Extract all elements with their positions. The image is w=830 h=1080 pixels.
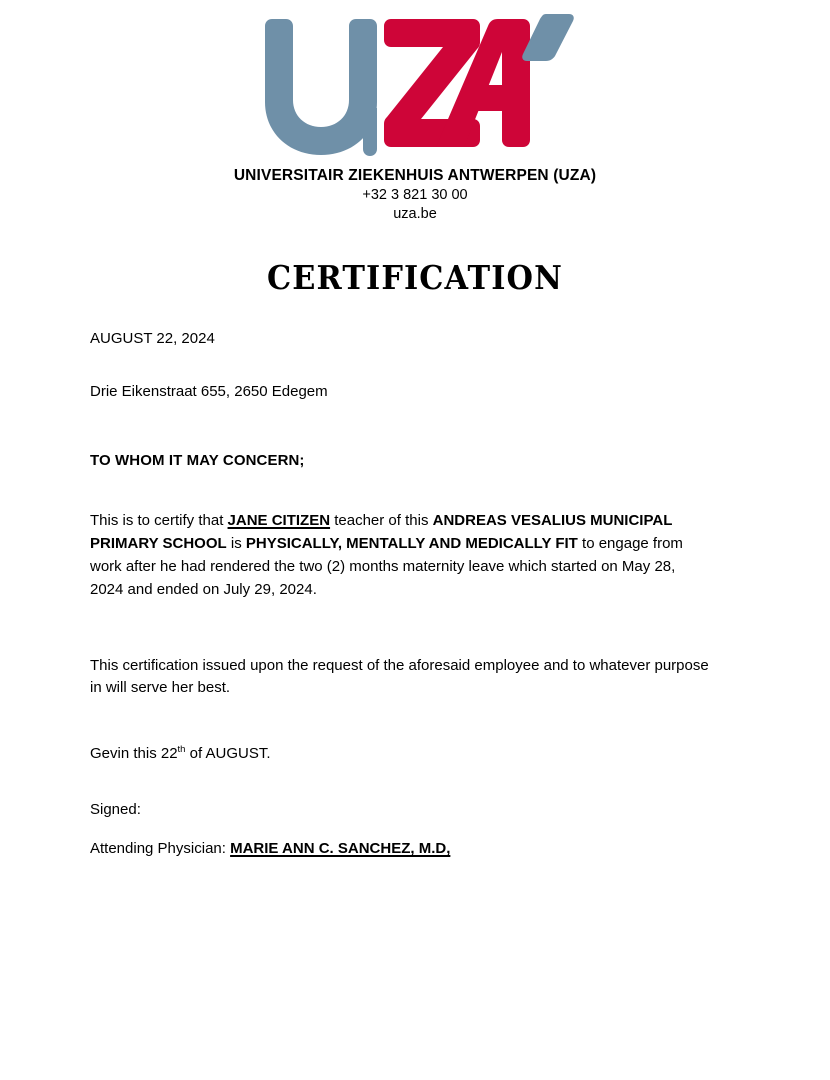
attending-physician-label: Attending Physician: <box>90 840 231 857</box>
certification-statement <box>90 471 712 601</box>
uza-logo <box>0 8 830 158</box>
organization-name: UNIVERSITAIR ZIEKENHUIS ANTWERPEN (UZA) <box>233 167 597 184</box>
attending-physician-name: MARIE ANN C. SANCHEZ, M.D, <box>230 840 451 857</box>
statement-role: teacher of this <box>330 512 433 529</box>
document-body <box>90 328 712 859</box>
statement-intro: This is to certify that <box>90 512 228 529</box>
school-name: ANDREAS VESALIUS MUNICIPAL PRIMARY SCHOOL <box>90 512 673 552</box>
employee-name: JANE CITIZEN <box>227 512 331 529</box>
fitness-status: PHYSICALLY, MENTALLY AND MEDICALLY FIT <box>245 535 578 552</box>
organization-phone: +32 3 821 30 00 <box>362 187 468 203</box>
given-date-line <box>90 699 712 764</box>
document-date: AUGUST 22, 2024 <box>90 330 215 347</box>
given-ordinal-suffix: th <box>177 744 186 755</box>
salutation: TO WHOM IT MAY CONCERN; <box>90 452 305 469</box>
statement-tail: to engage from work after he had rendered the two (2) months maternity leave which started on May 28, 2024 and ended on July 29, 2024. <box>90 535 683 598</box>
signed-label: Signed: <box>90 801 141 818</box>
given-suffix: of AUGUST. <box>185 745 271 762</box>
attending-physician-line <box>90 820 712 859</box>
page-title: CERTIFICATION <box>267 258 563 297</box>
recipient-address: Drie Eikenstraat 655, 2650 Edegem <box>90 383 328 400</box>
logo-letter-u-shape <box>265 19 377 156</box>
statement-is: is <box>226 535 246 552</box>
purpose-statement: This certification issued upon the request of the aforesaid employee and to whatever purpose in will serve her best. <box>90 657 709 696</box>
letterhead <box>0 8 830 224</box>
given-prefix: Gevin this 22 <box>90 745 178 762</box>
uza-logo-graphic <box>255 8 575 158</box>
organization-website: uza.be <box>393 206 437 222</box>
